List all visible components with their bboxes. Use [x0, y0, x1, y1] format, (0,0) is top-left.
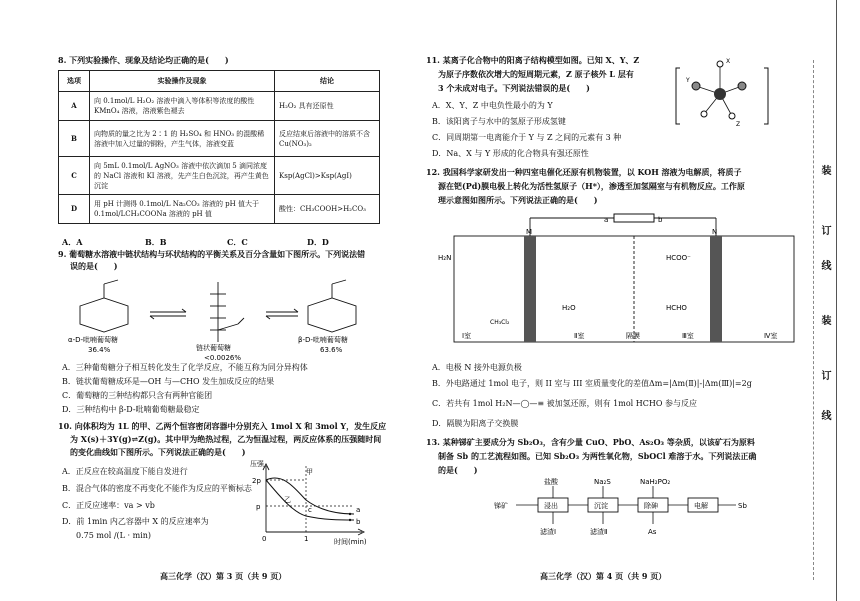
q8-row-a-option: A — [59, 92, 90, 121]
binder-char-1: 装 — [819, 165, 830, 175]
glucose-equilibrium-diagram — [58, 272, 388, 362]
model-label-x: X — [726, 58, 731, 65]
atom-z — [729, 113, 735, 119]
process-flow-diagram — [494, 476, 754, 540]
flow-product: Sb — [738, 502, 747, 510]
q12-option-d: D．隔膜为阳离子交换膜 — [432, 419, 519, 428]
table-row — [59, 92, 380, 121]
byproduct-residue-2: 滤渣Ⅱ — [590, 528, 608, 536]
q8-choice-b: B．B — [145, 237, 167, 247]
q8-row-d-operation: 用 pH 计测得 0.1mol/L Na₂CO₃ 溶液的 pH 值大于 0.1mol/LCH₃COONa 溶液的 pH 值 — [90, 195, 275, 224]
q13-line3: 的是( ) — [438, 465, 478, 475]
graph-axes — [263, 464, 364, 535]
q12-line2: 源在钯(Pd)膜电极上转化为活性氢原子（H*），渗透至加氢隔室与有机物反应。工作原 — [438, 181, 745, 191]
room-2-label: Ⅱ室 — [574, 332, 585, 340]
q12-line3: 理示意图如图所示。下列说法正确的是( ) — [438, 195, 598, 205]
electrode-m-label: M — [526, 228, 533, 236]
q8-choice-d: D．D — [307, 237, 329, 247]
curve-yi — [266, 480, 354, 520]
q8-header-conclusion: 结论 — [275, 71, 380, 92]
binder-char-6: 线 — [819, 410, 830, 420]
room-3-label: Ⅲ室 — [682, 332, 694, 340]
q11-option-a: A．X、Y、Z 中电负性最小的为 Y — [432, 101, 553, 110]
beta-glucose-label: β-D-吡喃葡萄糖 — [298, 336, 348, 344]
flow-step-precipitate: 沉淀 — [594, 502, 608, 510]
tick-1: 1 — [304, 535, 309, 543]
atom-x2 — [701, 111, 707, 117]
beta-glucose-ring — [308, 280, 356, 332]
tick-2p: 2p — [252, 477, 261, 485]
binder-char-4: 装 — [819, 315, 830, 325]
q8-header-option: 选项 — [59, 71, 90, 92]
q9-stem-line2: 误的是( ) — [70, 261, 118, 271]
electrode-n-label: N — [712, 228, 718, 236]
point-a-label: a — [356, 506, 361, 514]
tick-p: p — [256, 503, 261, 511]
flow-start: 锑矿 — [494, 502, 508, 510]
power-a-label: a — [604, 216, 609, 224]
power-b-label: b — [658, 216, 663, 224]
q8-table-header-row — [59, 71, 380, 92]
q8-row-a-operation: 向 0.1mol/L H₂O₂ 溶液中滴入等体积等浓度的酸性 KMnO₄ 溶液，溶液紫色褪去 — [90, 92, 275, 121]
point-a — [349, 513, 351, 515]
chain-glucose-label: 链状葡萄糖 — [196, 344, 231, 352]
q8-row-c-option: C — [59, 157, 90, 195]
q8-choice-a: A．A — [62, 237, 83, 247]
binder-char-3: 线 — [819, 260, 830, 270]
q11-option-c: C．同周期第一电离能介于 Y 与 Z 之间的元素有 3 种 — [432, 133, 622, 142]
q12-option-b: B．外电路通过 1mol 电子，则 II 室与 III 室质量变化的差值Δm=|Δm(Ⅱ)|-|Δm(Ⅲ)|=2g — [432, 379, 752, 388]
q12-line1: 12. 我国科学家研发出一种四室电催化还原有机物装置，以 KOH 溶液为电解质，将质子 — [426, 167, 742, 177]
q10-option-a: A．正反应在较高温度下能自发进行 — [62, 467, 188, 476]
species-hcoo: HCOO⁻ — [666, 254, 691, 262]
q10-option-d: D．前 1min 内乙容器中 X 的反应速率为 — [62, 517, 209, 526]
atom-center — [714, 88, 726, 100]
q8-header-operation: 实验操作及现象 — [90, 71, 275, 92]
graph-xlabel: 时间(min) — [334, 538, 367, 546]
atom-y — [692, 82, 700, 90]
membrane-label: 隔膜 — [626, 332, 640, 340]
q10-stem-line3: 的变化曲线如下图所示。下列说法正确的是( ) — [70, 447, 246, 457]
q8-stem: 8. 下列实验操作、现象及结论均正确的是( ) — [58, 55, 229, 65]
right-page — [420, 0, 860, 601]
curve-jia-label: 甲 — [306, 468, 313, 476]
left-page — [0, 0, 420, 601]
graph-ylabel: 压强 — [250, 460, 264, 468]
model-label-y: Y — [686, 77, 690, 84]
point-b-label: b — [356, 518, 361, 526]
q9-option-c: C．葡萄糖的三种结构都只含有两种官能团 — [62, 391, 213, 400]
q8-row-c-operation: 向 5mL 0.1mol/L AgNO₃ 溶液中依次滴加 5 滴同浓度的 NaCl 溶液和 KI 溶液，先产生白色沉淀，再产生黄色沉淀 — [90, 157, 275, 195]
q10-stem-line1: 10. 向体积均为 1L 的甲、乙两个恒容密闭容器中分别充入 1mol X 和 3mol Y，发生反应 — [58, 421, 387, 431]
q13-line1: 13. 某种锑矿主要成分为 Sb₂O₃，含有少量 CuO、PbO、As₂O₃ 等杂质，以该矿石为原料 — [426, 437, 755, 447]
q8-table — [58, 70, 380, 224]
table-row — [59, 121, 380, 157]
q10-option-c: C．正反应速率：va > vb — [62, 501, 155, 510]
cation-structure-model — [672, 54, 782, 136]
q8-row-c-conclusion: Ksp(AgCl)>Ksp(AgI) — [275, 157, 380, 195]
q12-option-c: C．若共有 1mol H₂N—◯—≡ 被加氢还原，则有 1mol HCHO 参与反应 — [432, 399, 697, 408]
room-1-label: Ⅰ室 — [462, 332, 472, 340]
tick-0: 0 — [262, 535, 267, 543]
q11-option-b: B．该阳离子与水中的氢原子形成氢键 — [432, 117, 566, 126]
curve-yi-label: 乙 — [284, 496, 291, 504]
byproduct-as: As — [648, 528, 657, 536]
chain-glucose — [210, 282, 244, 342]
q9-option-a: A．三种葡萄糖分子相互转化发生了化学反应，不能互称为同分异构体 — [62, 363, 308, 372]
q10-option-b: B．混合气体的密度不再变化不能作为反应的平衡标志 — [62, 484, 252, 493]
electrode-m — [524, 236, 536, 342]
alpha-glucose-label: α-D-吡喃葡萄糖 — [68, 336, 119, 344]
reagent-na2s: Na₂S — [594, 478, 611, 486]
left-footer: 高三化学（汉）第 3 页（共 9 页） — [160, 571, 287, 581]
q8-row-d-conclusion: 酸性：CH₃COOH>H₂CO₃ — [275, 195, 380, 224]
flow-step-electrolysis: 电解 — [694, 502, 708, 510]
power-source — [614, 214, 654, 222]
q13-line2: 制备 Sb 的工艺流程如图。已知 Sb₂O₃ 为两性氧化物，SbOCl 难溶于水。下列说法正确 — [438, 451, 757, 461]
q8-row-a-conclusion: H₂O₂ 具有还原性 — [275, 92, 380, 121]
byproduct-residue-1: 滤渣Ⅰ — [540, 528, 557, 536]
table-row — [59, 157, 380, 195]
room-4-label: Ⅳ室 — [764, 332, 778, 340]
atom-x-top — [717, 61, 723, 67]
beta-glucose-percent: 63.6% — [320, 346, 343, 354]
binder-char-5: 订 — [819, 370, 830, 380]
q8-row-b-option: B — [59, 121, 90, 157]
species-h2o: H₂O — [562, 304, 576, 312]
reagent-hcl: 盐酸 — [544, 478, 558, 486]
q9-stem-line1: 9. 葡萄糖水溶液中链状结构与环状结构的平衡关系及百分含量如下图所示。下列说法错 — [58, 249, 366, 259]
atom-y2 — [738, 82, 746, 90]
q11-line1: 11. 某离子化合物中的阳离子结构模型如图。已知 X、Y、Z — [426, 55, 640, 65]
species-hcho: HCHO — [666, 304, 687, 312]
flow-step-arsenic-removal: 除砷 — [644, 502, 658, 510]
q8-row-b-conclusion: 反应结束后溶液中的溶质不含 Cu(NO₃)₂ — [275, 121, 380, 157]
q10-stem-line2: 为 X(s)＋3Y(g)⇌Z(g)。其中甲为绝热过程，乙为恒温过程，两反应体系的压强随时间 — [70, 434, 382, 444]
table-row — [59, 195, 380, 224]
species-ch3cl2: CH₃Cl₂ — [490, 319, 510, 326]
q11-option-d: D．Na、X 与 Y 形成的化合物具有强还原性 — [432, 149, 589, 158]
species-h2n: H₂N — [438, 254, 452, 262]
q8-row-b-operation: 向物质的量之比为 2∶1 的 H₂SO₄ 和 HNO₃ 的混酸稀溶液中加入过量的铜粉，产生气体，溶液变蓝 — [90, 121, 275, 157]
q11-line2: 为原子序数依次增大的短周期元素，Z 原子核外 L 层有 — [438, 69, 634, 79]
alpha-glucose-percent: 36.4% — [88, 346, 111, 354]
pressure-time-graph — [244, 460, 374, 548]
electrode-n — [710, 236, 722, 342]
equilibrium-arrow-left — [150, 309, 186, 319]
reagent-nah2po2: NaH₂PO₂ — [640, 478, 671, 486]
q10-option-d-cont: 0.75 mol /(L · min) — [76, 531, 152, 540]
q9-option-b: B．链状葡萄糖成环是—OH 与—CHO 发生加成反应的结果 — [62, 377, 275, 386]
point-b — [349, 519, 351, 521]
q12-option-a: A．电极 N 接外电源负极 — [432, 363, 522, 372]
binder-char-2: 订 — [819, 225, 830, 235]
alpha-glucose-ring — [80, 280, 128, 332]
electrolysis-cell-diagram — [434, 214, 814, 354]
right-footer: 高三化学（汉）第 4 页（共 9 页） — [540, 571, 667, 581]
q9-option-d: D．三种结构中 β-D-吡喃葡萄糖最稳定 — [62, 405, 200, 414]
point-c-label: c — [308, 506, 312, 514]
q8-row-d-option: D — [59, 195, 90, 224]
flow-step-leach: 浸出 — [544, 502, 558, 510]
chain-glucose-percent: <0.0026% — [204, 354, 242, 362]
model-label-z: Z — [736, 121, 741, 128]
equilibrium-arrow-right — [266, 309, 298, 319]
q11-line3: 3 个未成对电子。下列说法错误的是( ) — [438, 83, 590, 93]
q8-choice-c: C．C — [227, 237, 248, 247]
